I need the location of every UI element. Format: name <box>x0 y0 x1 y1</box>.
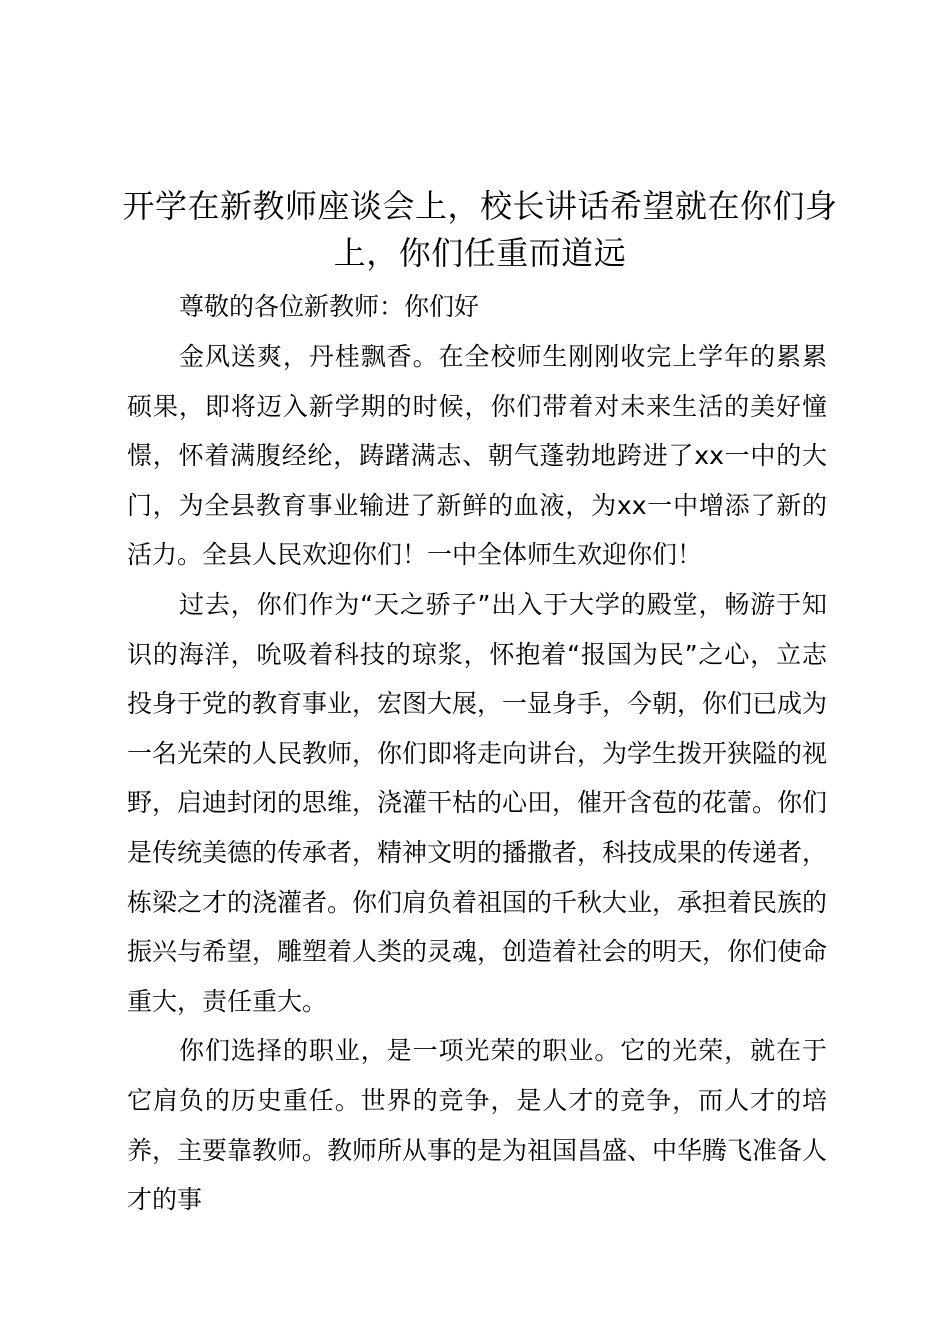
paragraph-3: 你们选择的职业，是一项光荣的职业。它的光荣，就在于它肩负的历史重任。世界的竞争，是人才的竞争，而人才的培养，主要靠教师。教师所从事的是为祖国昌盛、中华腾飞准备人才的事 <box>127 1036 828 1215</box>
document-body <box>127 282 827 1225</box>
document-title: 开学在新教师座谈会上，校长讲话希望就在你们身上，你们任重而道远 <box>122 187 838 272</box>
paragraph-1: 金风送爽，丹桂飘香。在全校师生刚刚收完上学年的累累硕果，即将迈入新学期的时候，你们带着对未来生活的美好憧憬，怀着满腹经纶，踌躇满志、朝气蓬勃地跨进了xx一中的大门，为全县教育事业输进了新鲜的血液，为xx一中增添了新的活力。全县人民欢迎你们！一中全体师生欢迎你们！ <box>127 342 827 570</box>
salutation: 尊敬的各位新教师：你们好 <box>179 292 480 321</box>
paragraph-2: 过去，你们作为“天之骄子”出入于大学的殿堂，畅游于知识的海洋，吮吸着科技的琼浆，怀抱着“报国为民”之心，立志投身于党的教育事业，宏图大展，一显身手，今朝，你们已成为一名光荣的人民教师，你们即将走向讲台，为学生拨开狭隘的视野，启迪封闭的思维，浇灌干枯的心田，催开含苞的花蕾。你们是传统美德的传承者，精神文明的播撒者，科技成果的传递者，栋梁之才的浇灌者。你们肩负着祖国的千秋大业，承担着民族的振兴与希望，雕塑着人类的灵魂，创造着社会的明天，你们使命重大，责任重大。 <box>127 589 828 1016</box>
